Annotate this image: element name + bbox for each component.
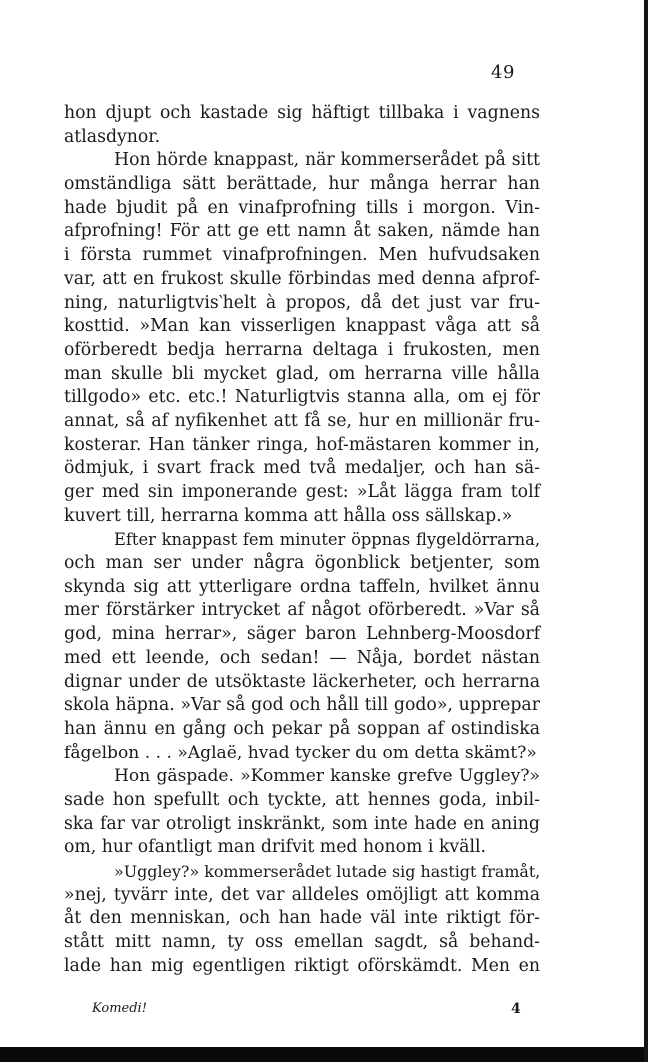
text-line: ödmjuk, i svart frack med två medaljer, och han sä- [64,458,540,479]
text-line: »nej, tyvärr inte, det var alldeles omöjligt att komma [64,884,540,905]
sheet-number: 4 [511,1001,521,1017]
body-text [64,102,540,978]
text-line: mer förstärker intrycket af något oförberedt. »Var så [64,600,540,621]
text-line: oförberedt bedja herrarna deltaga i frukosten, men [64,339,540,360]
text-line: omständliga sätt berättade, hur många herrar han [64,174,540,195]
text-line: tillgodo» etc. etc.! Naturligtvis stanna alla, om ej för [64,387,540,408]
text-line: stått mitt namn, ty oss emellan sagdt, så behand- [64,932,540,953]
text-line: kosterar. Han tänker ringa, hof-mästaren kommer in, [64,434,540,455]
text-line: om, hur ofantligt man drifvit med honom i kväll. [64,837,487,858]
text-line: skynda sig att ytterligare ordna taffeln, hvilket ännu [64,576,540,597]
text-line: hade bjudit på en vinafprofning tills i morgon. Vin- [64,197,540,218]
text-line: man skulle bli mycket glad, om herrarna ville hålla [64,363,540,384]
text-line: Hon gäspade. »Kommer kanske grefve Uggley?» [114,766,540,787]
text-line: och man ser under några ögonblick betjenter, som [64,553,540,574]
text-line: lade han mig egentligen riktigt oförskämdt. Men en [64,955,540,976]
text-line: med ett leende, och sedan! — Nåja, bordet nästan [64,647,540,668]
text-line: ger med sin imponerande gest: »Låt lägga fram tolf [64,482,540,502]
text-line: hon djupt och kastade sig häftigt tillbaka i vagnens [64,103,540,123]
text-line: ning, naturligtvis‵helt à propos, då det just var fru- [64,292,540,313]
text-line: annat, så af nyfikenhet att få se, hur en millionär fru- [64,410,540,431]
text-line: var, att en frukost skulle förbindas med denna afprof- [64,268,540,289]
scan-right-edge [644,0,648,1062]
text-line: kosttid. »Man kan visserligen knappast våga att så [64,316,540,337]
text-line: skola häpna. »Var så god och håll till godo», upprepar [64,695,540,716]
text-line: »Uggley?» kommerserådet lutade sig hastigt framåt, [114,862,541,881]
text-line: ska far var otroligt inskränkt, som inte hade en aning [64,813,540,834]
text-line: atlasdynor. [64,126,161,147]
signature-mark: Komedi! [92,1001,147,1016]
text-line: afprofning! För att ge ett namn åt saken, nämde han [64,221,540,242]
text-line: kuvert till, herrarna komma att hålla oss sällskap.» [64,505,513,526]
text-line: åt den menniskan, och han hade väl inte riktigt för- [64,908,540,929]
page-number: 49 [491,62,515,83]
text-line: dignar under de utsöktaste läckerheter, och herrarna [64,671,540,692]
text-line: sade hon spefullt och tyckte, att hennes goda, inbil- [64,789,540,810]
text-line: han ännu en gång och pekar på soppan af ostindiska [64,718,540,739]
scan-bottom-border [0,1047,648,1062]
text-line: i första rummet vinafprofningen. Men hufvudsaken [64,245,540,266]
text-line: Efter knappast fem minuter öppnas flygeldörrarna, [114,530,540,550]
text-line: fågelbon . . . »Aglaë, hvad tycker du om detta skämt?» [64,742,537,763]
text-line: god, mina herrar», säger baron Lehnberg-Moosdorf [64,624,540,645]
text-line: Hon hörde knappast, när kommerserådet på sitt [114,150,540,171]
